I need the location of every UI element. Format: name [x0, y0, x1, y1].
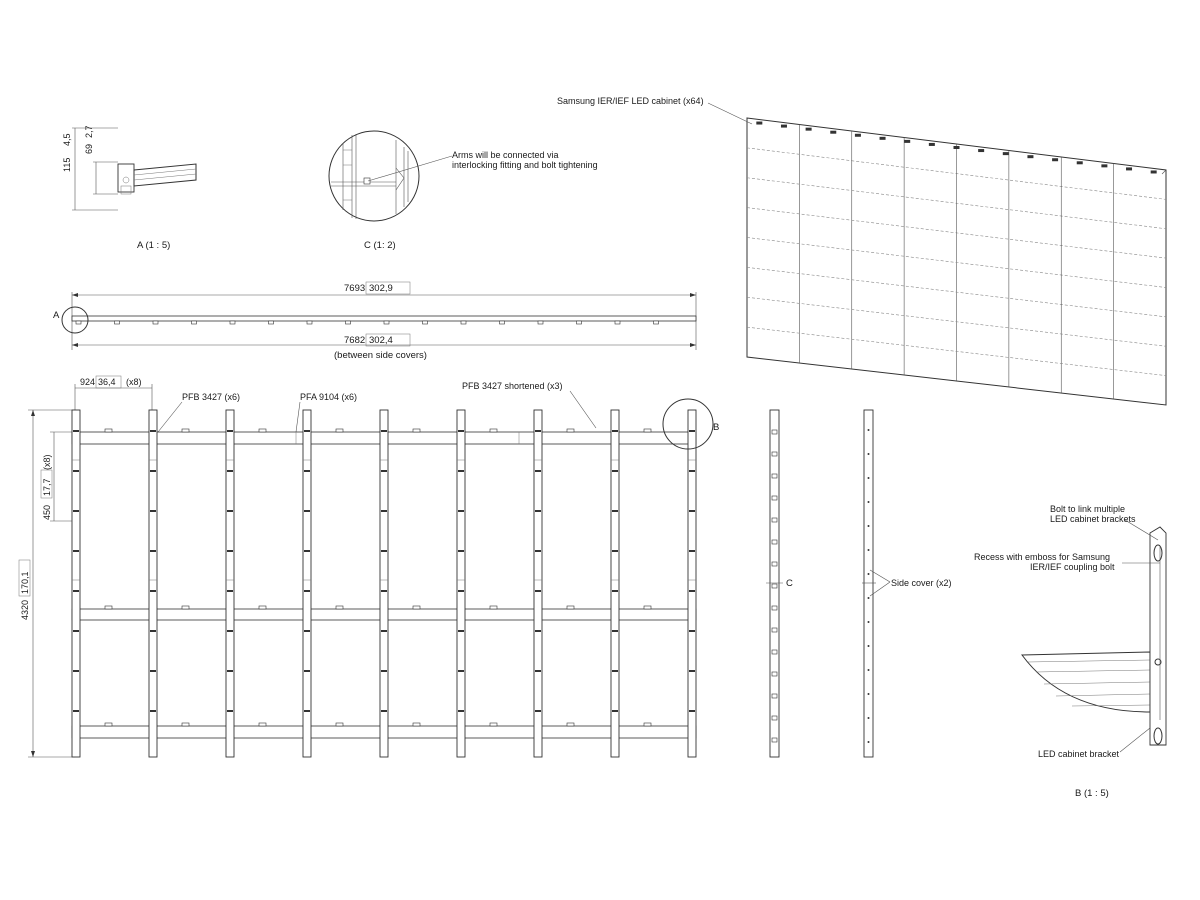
arm-hole: [73, 470, 76, 472]
arm-hole: [535, 710, 538, 712]
cabinet-clip: [413, 723, 420, 726]
overall-width: 7693: [344, 283, 366, 294]
iso-clip: [756, 122, 762, 125]
vertical-arm: [149, 410, 157, 757]
side-notch: [772, 474, 777, 478]
arm-hole: [384, 710, 387, 712]
arm-hole: [692, 710, 695, 712]
cabinet-clip: [105, 606, 112, 609]
iso-clip: [1151, 170, 1157, 173]
arm-hole: [150, 430, 153, 432]
arm-hole: [461, 630, 464, 632]
arm-hole: [538, 710, 541, 712]
cabinet-clip: [182, 723, 189, 726]
detail-a-dim-inner: 69: [84, 143, 94, 154]
top-clip: [269, 321, 274, 324]
arm-hole: [76, 430, 79, 432]
arm-hole: [612, 670, 615, 672]
recess-label-line2: IER/IEF coupling bolt: [1030, 562, 1115, 572]
cabinet-clip: [259, 723, 266, 726]
arm-hole: [612, 550, 615, 552]
arm-hole: [307, 590, 310, 592]
arm-hole: [150, 710, 153, 712]
cabinet-clip: [336, 606, 343, 609]
side-notch: [772, 584, 777, 588]
vertical-arm: [380, 410, 388, 757]
spacing-count: (x8): [126, 377, 142, 387]
arm-hole: [307, 550, 310, 552]
arm-hole: [535, 550, 538, 552]
arm-hole: [153, 510, 156, 512]
arm-hole: [461, 510, 464, 512]
arm-hole: [381, 430, 384, 432]
cabinet-clip: [644, 429, 651, 432]
side-hole: [868, 597, 870, 599]
iso-clip: [904, 140, 910, 143]
arm-hole: [76, 710, 79, 712]
arm-hole: [458, 670, 461, 672]
arm-hole: [689, 670, 692, 672]
arm-hole: [612, 510, 615, 512]
top-clip: [500, 321, 505, 324]
arm-hole: [73, 590, 76, 592]
arm-hole: [150, 510, 153, 512]
side-hole: [868, 453, 870, 455]
arm-hole: [76, 550, 79, 552]
arm-hole: [73, 510, 76, 512]
arm-hole: [689, 710, 692, 712]
arm-hole: [150, 470, 153, 472]
cabinet-clip: [259, 606, 266, 609]
arm-hole: [538, 470, 541, 472]
arm-hole: [230, 590, 233, 592]
arm-hole: [73, 710, 76, 712]
cabinet-clip: [182, 429, 189, 432]
spacing: 924: [80, 377, 96, 387]
top-callout-a: A: [53, 310, 60, 321]
arm-hole: [304, 710, 307, 712]
arm-hole: [689, 510, 692, 512]
detail-c: [329, 131, 598, 251]
rail-spacing: 450: [42, 504, 52, 520]
arm-hole: [227, 430, 230, 432]
arm-hole: [538, 430, 541, 432]
cabinet-clip: [567, 429, 574, 432]
arm-hole: [153, 670, 156, 672]
arm-hole: [150, 670, 153, 672]
arm-hole: [307, 430, 310, 432]
top-clip: [153, 321, 158, 324]
arm-hole: [461, 590, 464, 592]
arm-hole: [227, 510, 230, 512]
arm-hole: [227, 470, 230, 472]
arm-hole: [304, 470, 307, 472]
arm-hole: [307, 670, 310, 672]
cabinet-clip: [105, 723, 112, 726]
arm-hole: [230, 510, 233, 512]
arm-hole: [612, 430, 615, 432]
arm-hole: [615, 710, 618, 712]
arm-hole: [458, 430, 461, 432]
cabinet-clip: [105, 429, 112, 432]
arm-hole: [612, 710, 615, 712]
arm-hole: [458, 630, 461, 632]
arm-hole: [458, 710, 461, 712]
top-clip: [461, 321, 466, 324]
arm-hole: [227, 710, 230, 712]
arm-hole: [304, 550, 307, 552]
iso-clip: [1126, 167, 1132, 170]
label-pfb-short: PFB 3427 shortened (x3): [462, 381, 563, 391]
iso-clip: [954, 146, 960, 149]
side-hole: [868, 429, 870, 431]
recess-label-line1: Recess with emboss for Samsung: [974, 552, 1111, 562]
arm-hole: [304, 590, 307, 592]
arm-hole: [535, 470, 538, 472]
arm-hole: [230, 430, 233, 432]
arm-hole: [615, 590, 618, 592]
arm-hole: [458, 550, 461, 552]
arm-hole: [381, 470, 384, 472]
arm-hole: [227, 550, 230, 552]
rail-spacing-in: 17,7: [42, 478, 52, 496]
arm-hole: [612, 630, 615, 632]
label-pfb: PFB 3427 (x6): [182, 392, 241, 402]
bolt-label-line2: LED cabinet brackets: [1050, 514, 1136, 524]
arm-hole: [73, 550, 76, 552]
side-hole: [868, 693, 870, 695]
detail-a-dim-inner-in: 2,7: [84, 125, 94, 138]
arm-hole: [458, 590, 461, 592]
side-hole: [868, 669, 870, 671]
arm-hole: [227, 630, 230, 632]
arm-hole: [73, 670, 76, 672]
iso-clip: [806, 128, 812, 131]
side-hole: [868, 621, 870, 623]
between-width-in: 302,4: [369, 335, 393, 346]
side-notch: [772, 496, 777, 500]
arm-hole: [381, 590, 384, 592]
cabinet-clip: [336, 723, 343, 726]
arm-hole: [535, 670, 538, 672]
arm-hole: [230, 710, 233, 712]
iso-clip: [1052, 158, 1058, 161]
arm-hole: [153, 710, 156, 712]
top-clip: [76, 321, 81, 324]
arm-hole: [304, 430, 307, 432]
detail-c-note-line1: Arms will be connected via: [452, 150, 559, 160]
side-hole: [868, 717, 870, 719]
side-notch: [772, 430, 777, 434]
height-in: 170,1: [20, 571, 30, 594]
arm-hole: [73, 630, 76, 632]
callout-c: C: [786, 578, 793, 589]
arm-hole: [384, 630, 387, 632]
arm-hole: [76, 470, 79, 472]
arm-hole: [153, 470, 156, 472]
arm-hole: [538, 670, 541, 672]
cabinet-clip: [644, 606, 651, 609]
side-notch: [772, 452, 777, 456]
cabinet-clip: [490, 606, 497, 609]
arm-hole: [689, 550, 692, 552]
label-pfa: PFA 9104 (x6): [300, 392, 358, 402]
arm-hole: [76, 590, 79, 592]
arm-hole: [689, 590, 692, 592]
vertical-arm: [457, 410, 465, 757]
arm-hole: [692, 590, 695, 592]
arm-hole: [535, 510, 538, 512]
arm-hole: [76, 670, 79, 672]
arm-hole: [76, 630, 79, 632]
arm-hole: [615, 430, 618, 432]
arm-hole: [227, 590, 230, 592]
cabinet-clip: [413, 606, 420, 609]
arm-hole: [73, 430, 76, 432]
arm-hole: [307, 630, 310, 632]
arm-hole: [150, 550, 153, 552]
arm-hole: [384, 550, 387, 552]
arm-hole: [461, 470, 464, 472]
arm-hole: [615, 550, 618, 552]
side-notch: [772, 716, 777, 720]
top-clip: [654, 321, 659, 324]
top-view: [53, 282, 696, 361]
detail-b: [974, 504, 1166, 799]
arm-hole: [230, 550, 233, 552]
arm-hole: [461, 430, 464, 432]
iso-clip: [880, 137, 886, 140]
arm-hole: [381, 550, 384, 552]
iso-clip: [781, 125, 787, 128]
overall-width-in: 302,9: [369, 283, 393, 294]
arm-hole: [307, 710, 310, 712]
arm-hole: [381, 510, 384, 512]
cabinet-clip: [567, 723, 574, 726]
arm-hole: [692, 630, 695, 632]
height: 4320: [20, 599, 30, 620]
side-hole: [868, 573, 870, 575]
iso-clip: [978, 149, 984, 152]
top-clip: [423, 321, 428, 324]
arm-hole: [692, 470, 695, 472]
iso-clip: [830, 131, 836, 134]
side-notch: [772, 694, 777, 698]
detail-c-label: C (1: 2): [364, 240, 396, 251]
arm-hole: [153, 430, 156, 432]
arm-hole: [538, 630, 541, 632]
iso-clip: [1003, 152, 1009, 155]
arm-hole: [615, 470, 618, 472]
iso-clip: [1077, 161, 1083, 164]
arm-hole: [307, 510, 310, 512]
side-notch: [772, 650, 777, 654]
arm-hole: [153, 630, 156, 632]
vertical-arm: [226, 410, 234, 757]
vertical-arm: [611, 410, 619, 757]
arm-hole: [384, 510, 387, 512]
arm-hole: [538, 590, 541, 592]
arm-hole: [381, 670, 384, 672]
bracket-label: LED cabinet bracket: [1038, 749, 1120, 759]
side-views: [766, 410, 952, 757]
detail-a: [62, 125, 196, 251]
top-clip: [192, 321, 197, 324]
cabinet-clip: [490, 723, 497, 726]
detail-a-dim-outer-in: 4,5: [62, 133, 72, 146]
vertical-arm: [688, 410, 696, 757]
side-notch: [772, 738, 777, 742]
side-cover-label: Side cover (x2): [891, 578, 952, 588]
cabinet-clip: [567, 606, 574, 609]
side-notch: [772, 518, 777, 522]
iso-clip: [855, 134, 861, 137]
arm-hole: [461, 710, 464, 712]
arm-hole: [612, 590, 615, 592]
arm-hole: [538, 510, 541, 512]
arm-hole: [150, 590, 153, 592]
detail-a-dim-outer: 115: [62, 157, 72, 172]
arm-hole: [307, 470, 310, 472]
iso-clip: [1101, 164, 1107, 167]
vertical-arm: [303, 410, 311, 757]
arm-hole: [150, 630, 153, 632]
cabinet-clip: [490, 429, 497, 432]
arm-hole: [384, 670, 387, 672]
arm-hole: [535, 590, 538, 592]
vertical-arm: [72, 410, 80, 757]
arm-hole: [227, 670, 230, 672]
arm-hole: [304, 630, 307, 632]
arm-hole: [304, 670, 307, 672]
detail-a-label: A (1 : 5): [137, 240, 171, 251]
rail-count: (x8): [42, 454, 52, 470]
arm-hole: [230, 630, 233, 632]
top-clip: [577, 321, 582, 324]
arm-hole: [461, 670, 464, 672]
side-notch: [772, 672, 777, 676]
front-view: [19, 376, 719, 757]
side-hole: [868, 645, 870, 647]
cabinet-clip: [182, 606, 189, 609]
arm-hole: [230, 670, 233, 672]
top-clip: [115, 321, 120, 324]
iso-clip: [1027, 155, 1033, 158]
iso-view: [557, 96, 1166, 405]
side-notch: [772, 628, 777, 632]
arm-hole: [612, 470, 615, 472]
detail-b-label: B (1 : 5): [1075, 788, 1109, 799]
arm-hole: [689, 470, 692, 472]
arm-hole: [153, 590, 156, 592]
arm-hole: [689, 430, 692, 432]
callout-b: B: [713, 422, 720, 433]
arm-hole: [381, 630, 384, 632]
top-clip: [538, 321, 543, 324]
arm-hole: [692, 430, 695, 432]
arm-hole: [230, 470, 233, 472]
arm-hole: [304, 510, 307, 512]
bolt-label-line1: Bolt to link multiple: [1050, 504, 1126, 514]
arm-hole: [538, 550, 541, 552]
side-hole: [868, 525, 870, 527]
cabinet-clip: [336, 429, 343, 432]
between-note: (between side covers): [334, 350, 427, 361]
cabinet-clip: [413, 429, 420, 432]
spacing-in: 36,4: [98, 377, 116, 387]
arm-hole: [381, 710, 384, 712]
side-notch: [772, 562, 777, 566]
side-hole: [868, 549, 870, 551]
arm-hole: [384, 470, 387, 472]
top-clip: [230, 321, 235, 324]
arm-hole: [692, 510, 695, 512]
arm-hole: [535, 430, 538, 432]
arm-hole: [535, 630, 538, 632]
top-clip: [384, 321, 389, 324]
arm-hole: [458, 510, 461, 512]
cabinet-clip: [644, 723, 651, 726]
arm-hole: [615, 630, 618, 632]
cabinet-clip: [259, 429, 266, 432]
arm-hole: [384, 590, 387, 592]
side-hole: [868, 501, 870, 503]
top-clip: [615, 321, 620, 324]
arm-hole: [692, 550, 695, 552]
arm-hole: [384, 430, 387, 432]
arm-hole: [692, 670, 695, 672]
arm-hole: [689, 630, 692, 632]
between-width: 7682: [344, 335, 366, 346]
arm-hole: [461, 550, 464, 552]
side-hole: [868, 477, 870, 479]
iso-clip: [929, 143, 935, 146]
iso-edge: [1162, 170, 1166, 174]
arm-hole: [615, 670, 618, 672]
top-clip: [307, 321, 312, 324]
side-notch: [772, 540, 777, 544]
vertical-arm: [534, 410, 542, 757]
side-notch: [772, 606, 777, 610]
arm-hole: [76, 510, 79, 512]
side-hole: [868, 741, 870, 743]
arm-hole: [615, 510, 618, 512]
top-clip: [346, 321, 351, 324]
cabinet-label: Samsung IER/IEF LED cabinet (x64): [557, 96, 704, 106]
arm-hole: [153, 550, 156, 552]
arm-hole: [458, 470, 461, 472]
detail-c-note-line2: interlocking fitting and bolt tightening: [452, 160, 598, 170]
